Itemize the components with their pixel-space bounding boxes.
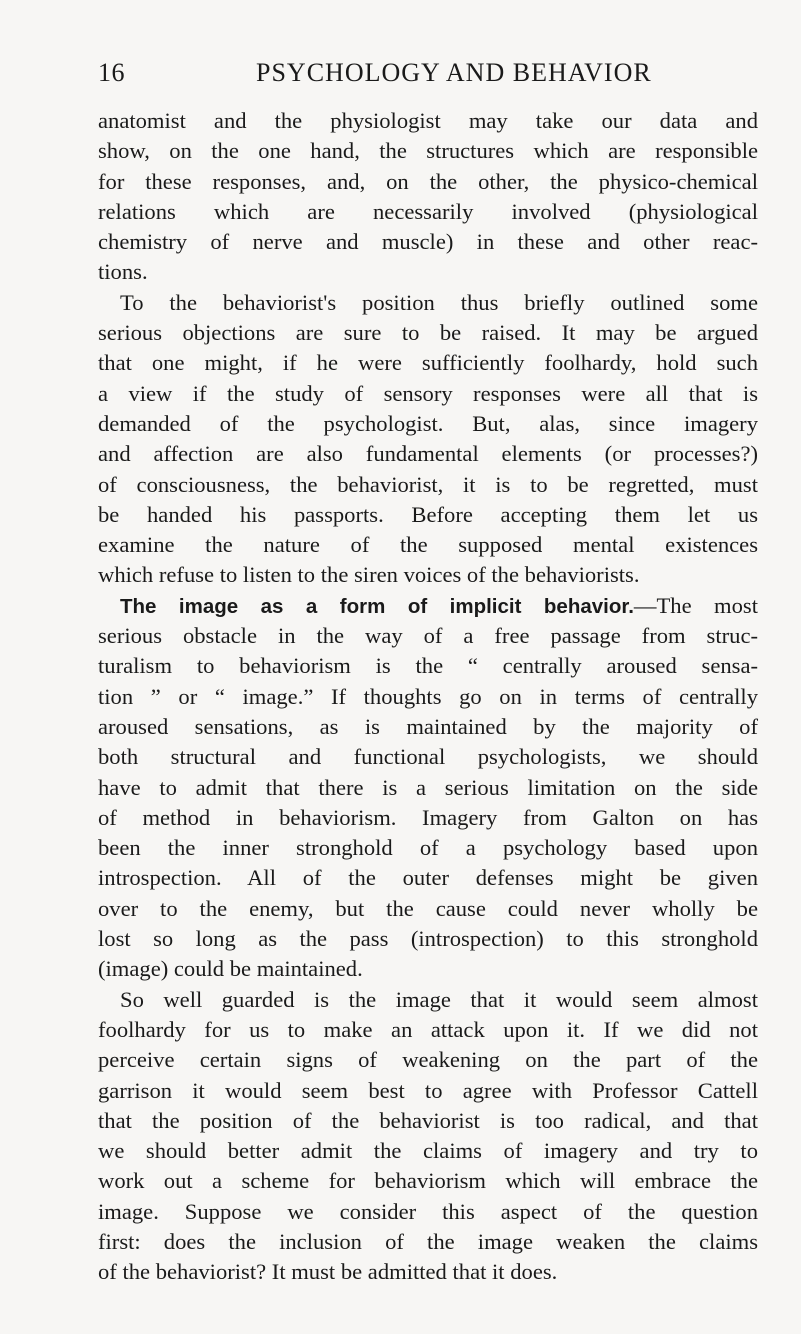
text-line: image. Suppose we consider this aspect of the question (98, 1198, 758, 1224)
body-text (98, 106, 758, 1288)
text-line: for these responses, and, on the other, the physico-chemical (98, 168, 758, 194)
paragraph (98, 591, 758, 985)
text-line: serious obstacle in the way of a free passage from struc- (98, 623, 758, 649)
paragraph (98, 106, 758, 288)
text-line: both structural and functional psychologists, we should (98, 744, 758, 770)
text-line: perceive certain signs of weakening on the part of the (98, 1047, 758, 1073)
text-line: of method in behaviorism. Imagery from Galton on has (98, 804, 758, 830)
text-line: of consciousness, the behaviorist, it is to be regretted, must (98, 471, 758, 497)
text-line: of the behaviorist? It must be admitted that it does. (98, 1259, 558, 1285)
text-line: show, on the one hand, the structures which are responsible (98, 138, 758, 164)
running-title: PSYCHOLOGY AND BEHAVIOR (256, 58, 652, 87)
text-line: have to admit that there is a serious limitation on the side (98, 774, 758, 800)
text-line: aroused sensations, as is maintained by the majority of (98, 713, 758, 739)
text-line: we should better admit the claims of imagery and try to (98, 1138, 758, 1164)
paragraph (98, 288, 758, 591)
text-line: So well guarded is the image that it would seem almost (120, 986, 758, 1012)
text-line: anatomist and the physiologist may take our data and (98, 108, 758, 133)
section-heading: The image as a form of implicit behavior. (120, 594, 634, 618)
text-line: first: does the inclusion of the image weaken the claims (98, 1228, 758, 1254)
text-line: examine the nature of the supposed mental existences (98, 532, 758, 558)
text-line: that one might, if he were sufficiently foolhardy, hold such (98, 350, 758, 376)
text-line: a view if the study of sensory responses were all that is (98, 380, 758, 406)
text-line: garrison it would seem best to agree with Professor Cattell (98, 1077, 758, 1103)
text-line: work out a scheme for behaviorism which will embrace the (98, 1168, 758, 1194)
text-line: introspection. All of the outer defenses might be given (98, 865, 758, 891)
text-line: To the behaviorist's position thus briefly outlined some (120, 289, 758, 315)
text-line: serious objections are sure to be raised. It may be argued (98, 320, 758, 346)
text-line: which refuse to listen to the siren voices of the behaviorists. (98, 562, 640, 588)
text-line: relations which are necessarily involved (physiological (98, 198, 758, 224)
text-line: chemistry of nerve and muscle) in these and other reac- (98, 229, 758, 255)
text-line: that the position of the behaviorist is too radical, and that (98, 1107, 758, 1133)
text-line: and affection are also fundamental elements (or processes?) (98, 441, 758, 467)
text-line: been the inner stronghold of a psychology based upon (98, 835, 758, 861)
text-line: turalism to behaviorism is the “ centrally aroused sensa- (98, 653, 758, 679)
text-line: over to the enemy, but the cause could never wholly be (98, 895, 758, 921)
text-line: foolhardy for us to make an attack upon it. If we did not (98, 1016, 758, 1042)
text-line: be handed his passports. Before accepting them let us (98, 501, 758, 527)
text-line: lost so long as the pass (introspection) to this stronghold (98, 926, 758, 952)
paragraph (98, 985, 758, 1288)
text-line: (image) could be maintained. (98, 956, 363, 982)
text-line: tion ” or “ image.” If thoughts go on in terms of centrally (98, 683, 758, 709)
text-line: demanded of the psychologist. But, alas, since imagery (98, 410, 758, 436)
heading-continuation: —The most (633, 592, 758, 618)
text-line: tions. (98, 259, 148, 285)
text-line (98, 591, 758, 621)
running-head (98, 58, 758, 92)
page-number: 16 (98, 58, 125, 87)
